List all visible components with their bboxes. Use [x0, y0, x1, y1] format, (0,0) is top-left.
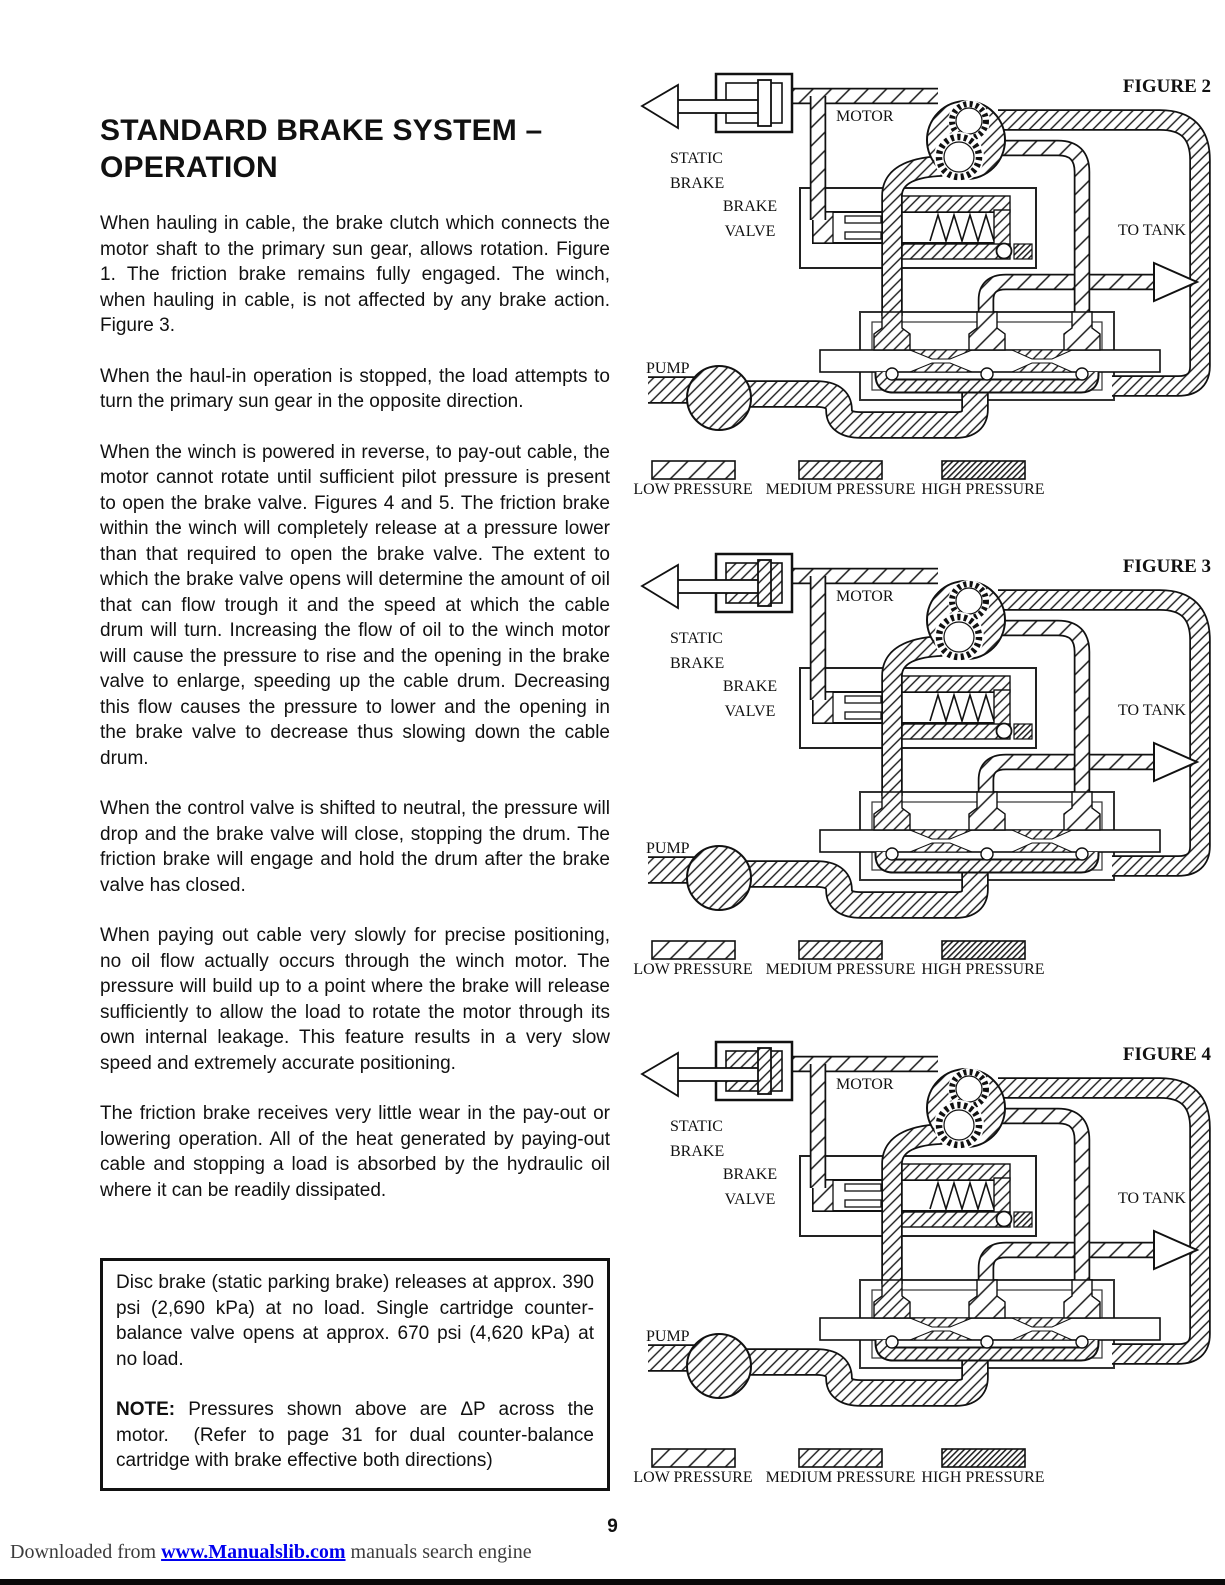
figure-title: FIGURE 3	[1122, 556, 1211, 577]
label-brake-valve: BRAKE VALVE	[722, 1166, 778, 1208]
medium-pressure-swatch	[798, 940, 883, 960]
pressure-legend	[620, 940, 1225, 1002]
high-pressure-swatch	[941, 1448, 1026, 1468]
figure-title: FIGURE 4	[1122, 1044, 1211, 1065]
low-pressure-swatch	[651, 460, 736, 480]
legend-medium-pressure	[763, 940, 918, 979]
medium-pressure-swatch	[798, 1448, 883, 1468]
label-to-tank: TO TANK	[1118, 222, 1186, 239]
label-motor: MOTOR	[836, 1076, 894, 1093]
page-title: STANDARD BRAKE SYSTEM – OPERATION	[100, 114, 543, 184]
legend-label: HIGH PRESSURE	[921, 1469, 1045, 1486]
legend-high-pressure	[913, 940, 1053, 979]
hydraulic-diagram	[620, 60, 1225, 458]
label-static-brake: STATIC BRAKE	[670, 1118, 725, 1160]
low-pressure-swatch	[651, 1448, 736, 1468]
hydraulic-diagram	[620, 540, 1225, 938]
manualslib-link[interactable]: www.Manualslib.com	[161, 1541, 346, 1563]
text-column	[100, 112, 610, 1203]
pressure-legend	[620, 460, 1225, 522]
paragraph: When paying out cable very slowly for precise positioning, no oil flow actually occurs through the winch motor. The pressure will build up to a point where the brake will release sufficiently to allow the load to rotate the motor through its own internal leakage. This feature results in a very slow speed and extremely accurate positioning.	[100, 925, 610, 1074]
page-number: 9	[607, 1516, 618, 1537]
legend-label: HIGH PRESSURE	[921, 961, 1045, 978]
legend-label: MEDIUM PRESSURE	[765, 1469, 916, 1486]
legend-label: LOW PRESSURE	[633, 1469, 753, 1486]
legend-label: LOW PRESSURE	[633, 961, 753, 978]
label-pump: PUMP	[646, 1328, 690, 1345]
low-pressure-swatch	[651, 940, 736, 960]
paragraph: When the control valve is shifted to neutral, the pressure will drop and the brake valve will close, stopping the drum. The friction brake will engage and hold the drum after the brake valve has closed.	[100, 798, 610, 896]
note-label: NOTE:	[116, 1399, 176, 1420]
label-static-brake: STATIC BRAKE	[670, 630, 725, 672]
label-static-brake: STATIC BRAKE	[670, 150, 725, 192]
high-pressure-swatch	[941, 940, 1026, 960]
label-pump: PUMP	[646, 360, 690, 377]
note-text: Pressures shown above are ΔP across the motor. (Refer to page 31 for dual counter-balance cartridge with brake effective both directions)	[116, 1399, 600, 1471]
label-pump: PUMP	[646, 840, 690, 857]
paragraph: When hauling in cable, the brake clutch which connects the motor shaft to the primary sun gear, allows rotation. Figure 1. The friction brake remains fully engaged. The winch, when hauling in cable, is not affected by any brake action. Figure 3.	[100, 213, 610, 336]
paragraph: The friction brake receives very little wear in the pay-out or lowering operation. All of the heat generated by paying-out cable and stopping a load is absorbed by the hydraulic oil where it can be readily dissipated.	[100, 1103, 610, 1201]
legend-high-pressure	[913, 460, 1053, 499]
figure-title: FIGURE 2	[1122, 76, 1211, 97]
figure-3	[620, 540, 1225, 1010]
label-to-tank: TO TANK	[1118, 702, 1186, 719]
footer	[10, 1541, 532, 1564]
legend-medium-pressure	[763, 1448, 918, 1487]
paragraph: When the winch is powered in reverse, to pay-out cable, the motor cannot rotate until sufficient pilot pressure is present to open the brake valve. Figures 4 and 5. The friction brake within the winch will completely release at a pressure lower than that required to open the brake valve. The extent to which the brake valve opens will determine the amount of oil that can flow trough it and the speed at which the cable drum will turn. Increasing the flow of oil to the winch motor will cause the pressure to rise and the opening in the brake valve to enlarge, speeding up the cable drum. Decreasing this flow causes the pressure to lower and the opening in the brake valve to decrease thus slowing down the cable drum.	[100, 441, 610, 769]
figure-2	[620, 60, 1225, 530]
label-motor: MOTOR	[836, 588, 894, 605]
footer-suffix: manuals search engine	[345, 1541, 532, 1563]
figure-4	[620, 1028, 1225, 1510]
legend-label: MEDIUM PRESSURE	[765, 961, 916, 978]
hydraulic-diagram	[620, 1028, 1225, 1426]
note-box	[100, 1258, 610, 1491]
legend-low-pressure	[628, 940, 758, 979]
bottom-border-bar	[0, 1579, 1225, 1585]
legend-low-pressure	[628, 1448, 758, 1487]
label-brake-valve: BRAKE VALVE	[722, 678, 778, 720]
pressure-legend	[620, 1448, 1225, 1510]
legend-high-pressure	[913, 1448, 1053, 1487]
paragraph: When the haul-in operation is stopped, the load attempts to turn the primary sun gear in the opposite direction.	[100, 365, 610, 412]
note-paragraph	[116, 1397, 600, 1474]
legend-low-pressure	[628, 460, 758, 499]
legend-medium-pressure	[763, 460, 918, 499]
label-to-tank: TO TANK	[1118, 1190, 1186, 1207]
footer-prefix: Downloaded from	[10, 1541, 162, 1563]
high-pressure-swatch	[941, 460, 1026, 480]
legend-label: HIGH PRESSURE	[921, 481, 1045, 498]
legend-label: LOW PRESSURE	[633, 481, 753, 498]
note-paragraph: Disc brake (static parking brake) releases at approx. 390 psi (2,690 kPa) at no load. Single cartridge counter-balance valve opens at approx. 670 psi (4,620 kPa) at no load.	[116, 1272, 594, 1370]
legend-label: MEDIUM PRESSURE	[765, 481, 916, 498]
label-motor: MOTOR	[836, 108, 894, 125]
medium-pressure-swatch	[798, 460, 883, 480]
label-brake-valve: BRAKE VALVE	[722, 198, 778, 240]
